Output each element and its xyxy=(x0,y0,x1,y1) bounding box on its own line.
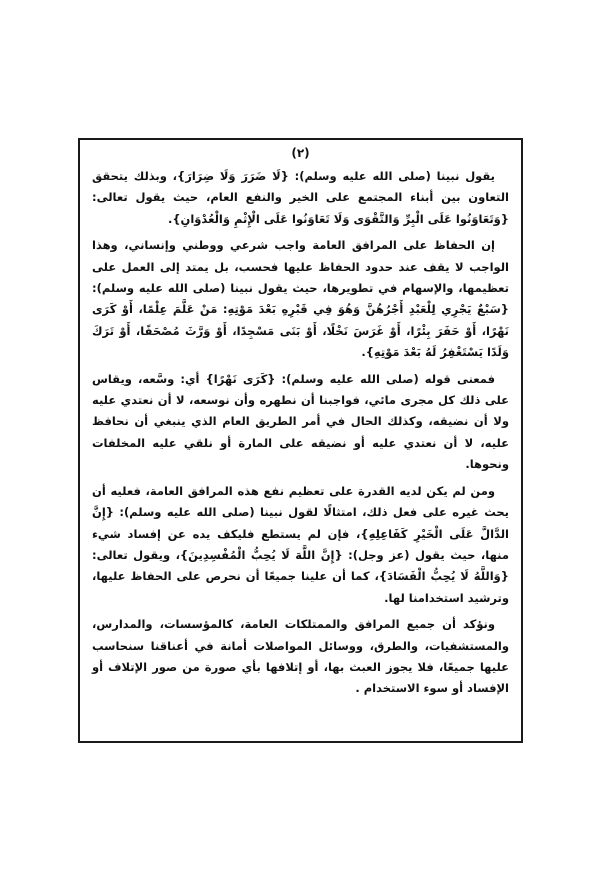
paragraph-1: يقول نبينا (صلى الله عليه وسلم): {لَا ضَرَرَ وَلَا ضِرَارَ}، وبذلك يتحقق التعاون بين أبناء المجتمع على الخير والنفع العام، حيث يقول تعالى: {وَتَعَاوَنُوا عَلَى الْبِرِّ وَالتَّقْوَى وَلَا تَعَاوَنُوا عَلَى الْإِثْمِ وَالْعُدْوَانِ}. xyxy=(92,169,509,226)
page-frame xyxy=(78,138,523,743)
paragraph-3: فمعنى قوله (صلى الله عليه وسلم): {كَرَى نَهْرًا} أي: وسَّعه، ويقاس على ذلك كل مجرى مائي، فواجبنا أن نطهره وأن نوسعه، لا أن نعتدي عليه ولا أن نضيقه، وكذلك الحال في أمر الطريق العام الذي ينبغي أن نحافظ عليه، لا أن نعتدي عليه أو نضيقه على المارة أو نلقي عليه المخلفات ونحوها. xyxy=(92,371,509,472)
paragraph-2: إن الحفاظ على المرافق العامة واجب شرعي ووطني وإنساني، وهذا الواجب لا يقف عند حدود الحفاظ عليها فحسب، بل يمتد إلى العمل على تعظيمها، والإسهام في تطويرها، حيث يقول نبينا (صلى الله عليه وسلم): {سَبْعٌ يَجْرِي لِلْعَبْدِ أَجْرُهُنَّ وَهُوَ فِي قَبْرِهِ بَعْدَ مَوْتِهِ: مَنْ عَلَّمَ عِلْمًا، أَوْ كَرَى نَهْرًا، أَوْ حَفَرَ بِئْرًا، أَوْ غَرَسَ نَخْلًا، أَوْ بَنَى مَسْجِدًا، أَوْ وَرَّثَ مُصْحَفًا، أَوْ تَرَكَ وَلَدًا يَسْتَغْفِرُ لَهُ بَعْدَ مَوْتِهِ}. xyxy=(92,238,509,360)
paragraph-4: ومن لم يكن لديه القدرة على تعظيم نفع هذه المرافق العامة، فعليه أن يحث غيره على فعل ذلك، امتثالًا لقول نبينا (صلى الله عليه وسلم): {إِنَّ الدَّالَّ عَلَى الْخَيْرِ كَفَاعِلِهِ}، فإن لم يستطع فليكف يده عن إفساد شيء منها، حيث يقول (عز وجل): {إِنَّ اللَّهَ لَا يُحِبُّ الْمُفْسِدِينَ}، ويقول تعالى: {وَاللَّهُ لَا يُحِبُّ الْفَسَادَ}، كما أن علينا جميعًا أن نحرص على الحفاظ عليها، وترشيد استخدامنا لها. xyxy=(92,483,509,605)
document-body xyxy=(92,166,509,700)
paragraph-5: ونؤكد أن جميع المرافق والممتلكات العامة، كالمؤسسات، والمدارس، والمستشفيات، والطرق، ووسائل المواصلات أمانة في أعناقنا سنحاسب عليها جميعًا، فلا يجوز العبث بها، أو إتلافها بأي صورة من صور الإتلاف أو الإفساد أو سوء الاستخدام . xyxy=(92,617,509,696)
page-number: (٢) xyxy=(291,146,310,160)
